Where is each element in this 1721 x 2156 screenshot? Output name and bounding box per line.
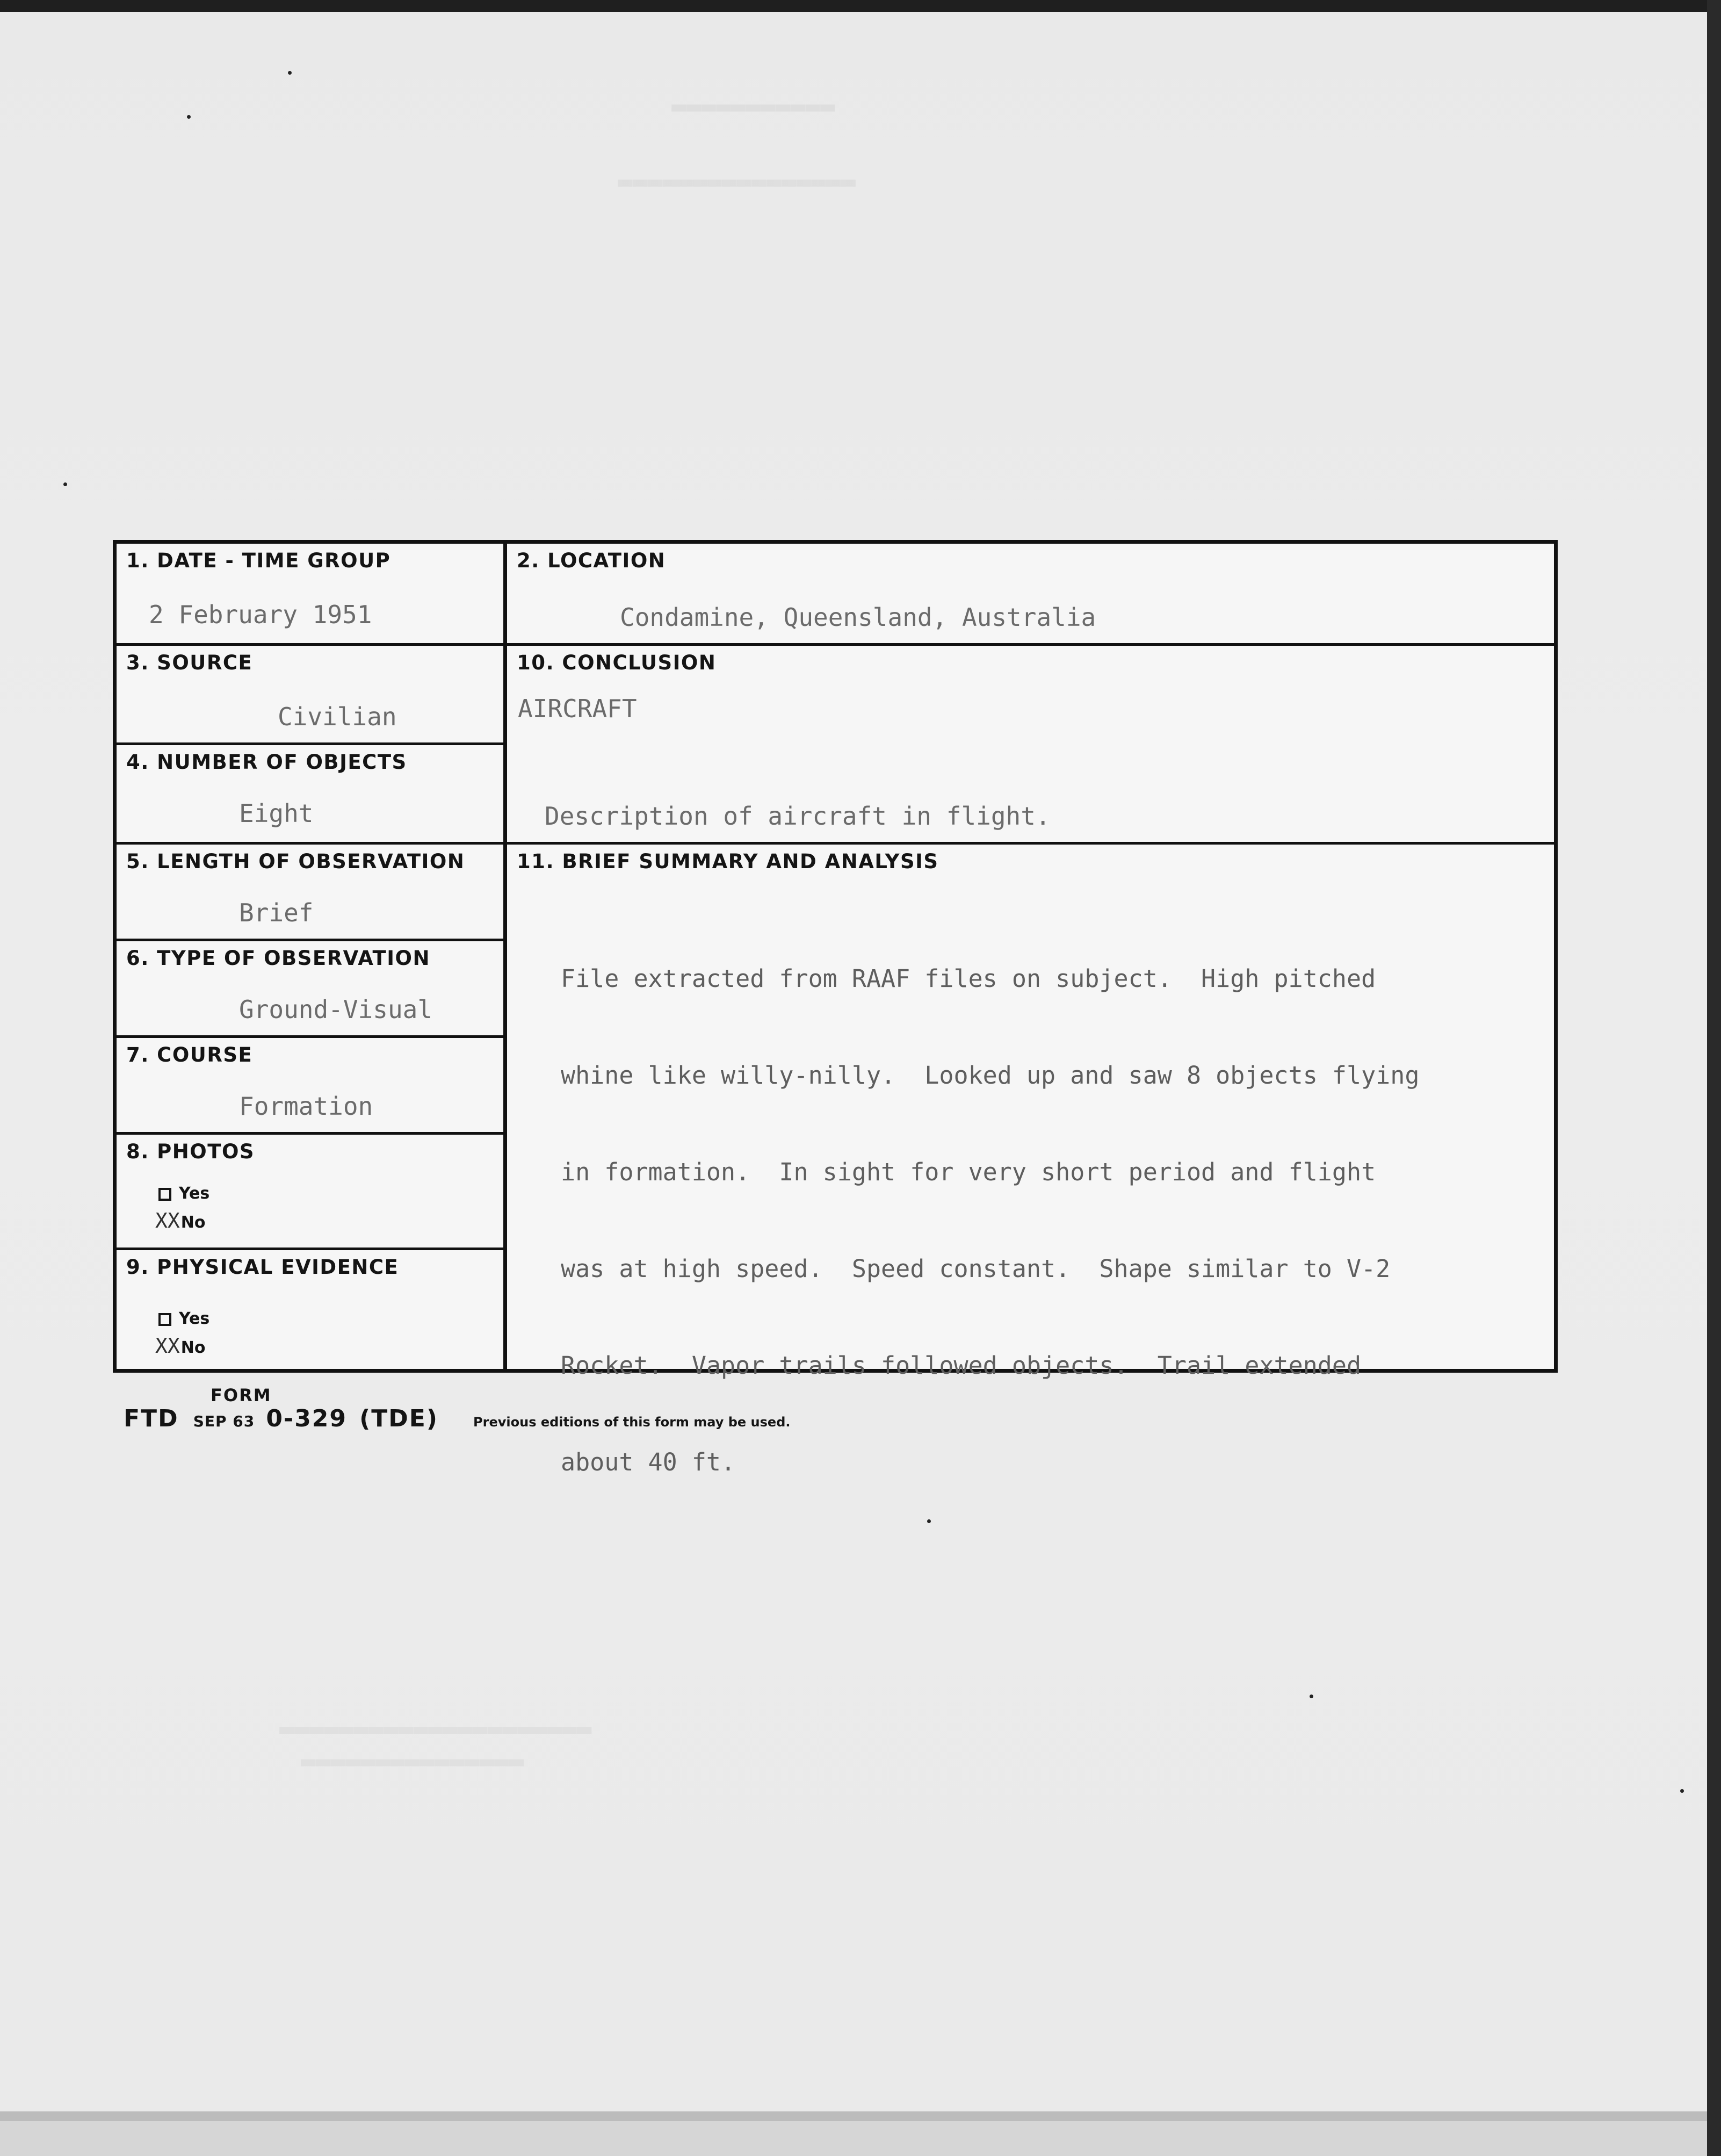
bleed-through-text: [618, 167, 856, 196]
photos-no-option[interactable]: [155, 1209, 205, 1232]
source-value: Civilian: [278, 702, 397, 731]
number-of-objects-value: Eight: [239, 799, 314, 828]
length-of-observation-value: Brief: [239, 898, 314, 927]
footer-org: FTD: [124, 1405, 179, 1432]
number-of-objects-cell: [117, 745, 503, 845]
bleed-through-text: [279, 1714, 592, 1743]
summary-text: [561, 898, 1528, 1543]
form-footer: [124, 1405, 791, 1432]
summary-line: Rocket. Vapor trails followed objects. Trail extended: [561, 1351, 1362, 1380]
conclusion-label: 10. CONCLUSION: [517, 651, 717, 674]
scan-speck: [1680, 1789, 1684, 1793]
physical-evidence-no-option[interactable]: [155, 1334, 205, 1358]
physical-evidence-label: 9. PHYSICAL EVIDENCE: [126, 1256, 399, 1279]
summary-line: was at high speed. Speed constant. Shape similar to V-2: [561, 1254, 1391, 1283]
footer-form-number: 0-329: [266, 1405, 348, 1432]
physical-evidence-no-typed-mark: XX: [155, 1334, 180, 1358]
conclusion-cell: [507, 646, 1554, 845]
scan-speck: [63, 482, 67, 486]
source-label: 3. SOURCE: [126, 651, 253, 674]
conclusion-note: Description of aircraft in flight.: [545, 802, 1051, 831]
number-of-objects-label: 4. NUMBER OF OBJECTS: [126, 751, 407, 774]
bleed-through-text: [671, 91, 835, 120]
type-of-observation-value: Ground-Visual: [239, 995, 433, 1024]
bleed-through-text: [301, 1746, 524, 1775]
location-label: 2. LOCATION: [517, 549, 666, 572]
location-value: Condamine, Queensland, Australia: [620, 603, 1096, 632]
physical-evidence-cell: [117, 1250, 503, 1369]
type-of-observation-cell: [117, 941, 503, 1038]
summary-line: whine like willy-nilly. Looked up and saw 8 objects flying: [561, 1061, 1420, 1090]
photos-no-typed-mark: XX: [155, 1209, 180, 1232]
course-cell: [117, 1038, 503, 1135]
scan-speck: [288, 71, 292, 75]
date-time-group-label: 1. DATE - TIME GROUP: [126, 549, 391, 572]
summary-line: File extracted from RAAF files on subject. High pitched: [561, 964, 1376, 993]
source-cell: [117, 646, 503, 745]
length-of-observation-label: 5. LENGTH OF OBSERVATION: [126, 850, 465, 873]
physical-evidence-yes-label: Yes: [179, 1309, 210, 1328]
photos-yes-label: Yes: [179, 1184, 210, 1203]
course-value: Formation: [239, 1092, 373, 1121]
summary-label: 11. BRIEF SUMMARY AND ANALYSIS: [517, 850, 939, 873]
location-cell: [507, 544, 1554, 646]
date-time-group-cell: [117, 544, 503, 646]
scan-bottom-edge: [0, 2111, 1721, 2156]
checkbox-empty-icon[interactable]: [158, 1188, 171, 1201]
form-column-divider: [503, 544, 507, 1369]
course-label: 7. COURSE: [126, 1043, 253, 1066]
scan-speck: [1310, 1694, 1313, 1698]
physical-evidence-yes-option[interactable]: [158, 1309, 209, 1328]
footer-note: Previous editions of this form may be used.: [473, 1415, 791, 1430]
footer-date: SEP 63: [193, 1412, 255, 1430]
photos-no-label: No: [180, 1213, 206, 1232]
photos-label: 8. PHOTOS: [126, 1140, 255, 1163]
photos-cell: [117, 1135, 503, 1250]
photos-yes-option[interactable]: [158, 1184, 209, 1203]
footer-form-word: FORM: [211, 1385, 272, 1405]
footer-office: (TDE): [359, 1405, 438, 1432]
conclusion-value: AIRCRAFT: [518, 694, 637, 723]
date-time-group-value: 2 February 1951: [149, 600, 372, 629]
length-of-observation-cell: [117, 845, 503, 941]
summary-line: in formation. In sight for very short period and flight: [561, 1158, 1376, 1186]
checkbox-empty-icon[interactable]: [158, 1313, 171, 1326]
physical-evidence-no-label: No: [180, 1338, 206, 1357]
summary-line: about 40 ft.: [561, 1448, 736, 1476]
scan-speck: [187, 115, 191, 119]
type-of-observation-label: 6. TYPE OF OBSERVATION: [126, 947, 430, 970]
